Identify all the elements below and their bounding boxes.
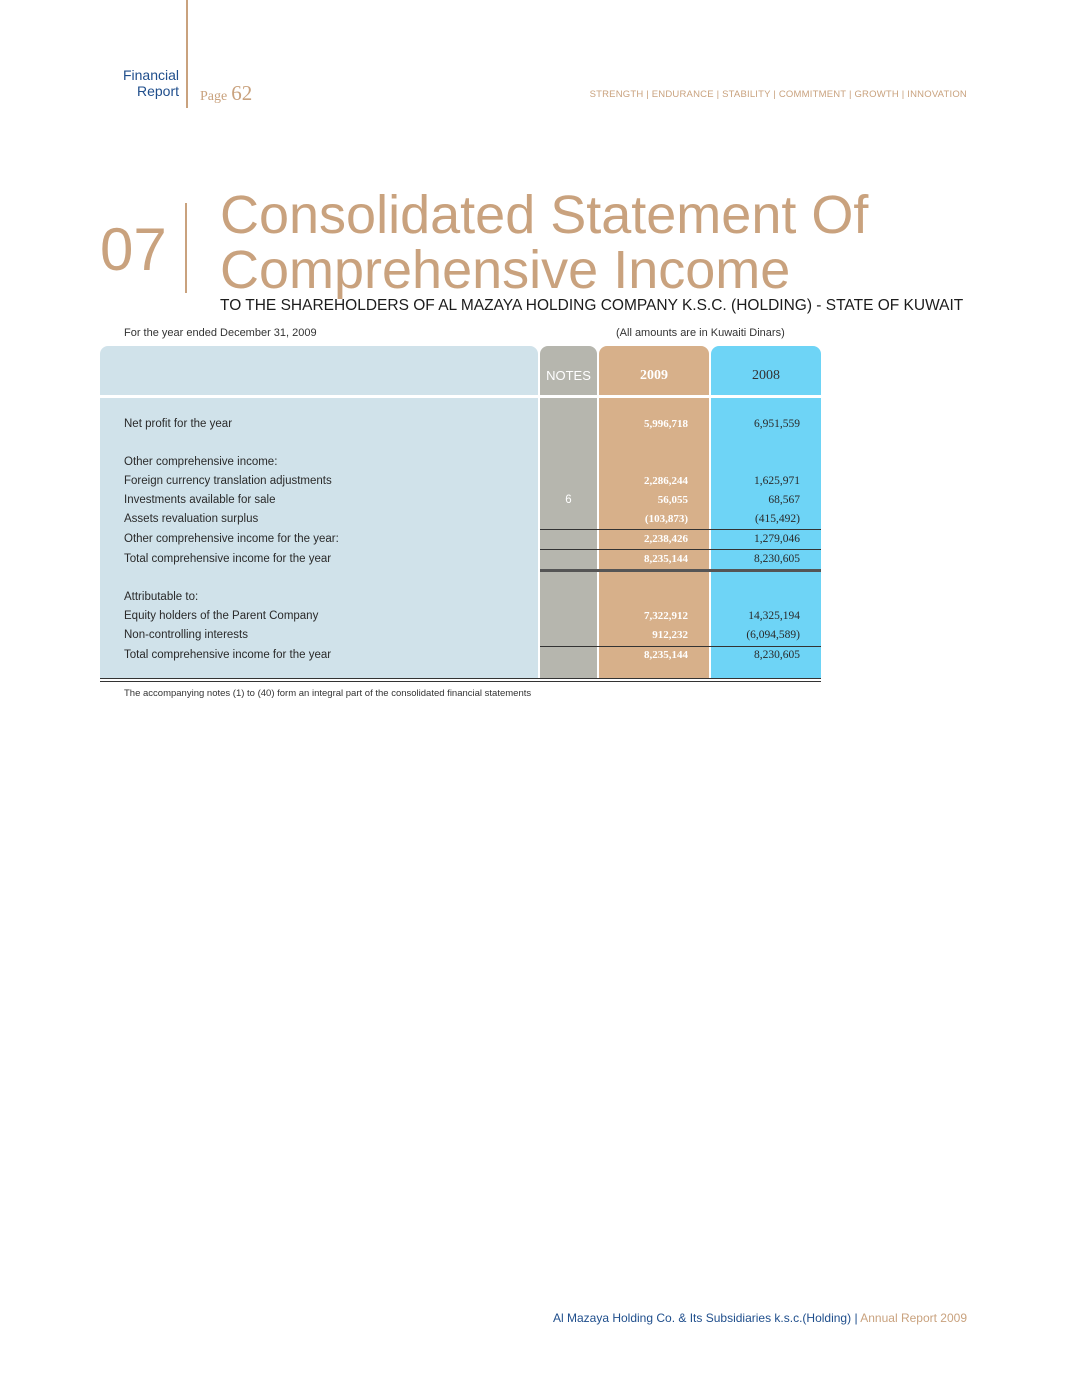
value-2008: (6,094,589) [746, 629, 800, 641]
table-row [100, 626, 821, 645]
currency-note: (All amounts are in Kuwaiti Dinars) [616, 327, 785, 339]
row-label: Attributable to: [124, 591, 199, 603]
footer-company: Al Mazaya Holding Co. & Its Subsidiaries k.s.c.(Holding) [552, 1311, 852, 1325]
page-indicator [200, 81, 252, 106]
footer-report: Annual Report 2009 [860, 1311, 967, 1325]
page-title-line2: Comprehensive Income [220, 240, 791, 300]
value-2009: 2,238,426 [644, 533, 688, 545]
footnote: The accompanying notes (1) to (40) form an integral part of the consolidated financial statements [124, 688, 532, 699]
value-2009: (103,873) [644, 513, 688, 525]
income-statement-table [100, 346, 821, 680]
table-row [100, 415, 821, 434]
table-row [100, 472, 821, 491]
row-label: Assets revaluation surplus [124, 513, 259, 525]
header-divider [186, 0, 188, 108]
row-label: Other comprehensive income for the year: [124, 533, 339, 545]
table-row [100, 530, 821, 549]
section-label-line2: Report [136, 83, 179, 99]
page-title-line1: Consolidated Statement Of [220, 185, 869, 245]
row-label: Non-controlling interests [124, 629, 249, 641]
row-label: Other comprehensive income: [124, 456, 278, 468]
notes-header: NOTES [546, 368, 591, 383]
value-2009: 2,286,244 [644, 475, 688, 487]
section-label-line1: Financial [122, 67, 179, 83]
page-subtitle: TO THE SHAREHOLDERS OF AL MAZAYA HOLDING COMPANY K.S.C. (HOLDING) - STATE OF KUWAIT [220, 297, 964, 314]
value-2008: 6,951,559 [754, 418, 800, 430]
table-row [100, 510, 821, 529]
table-row [100, 453, 821, 472]
section-number: 07 [100, 216, 167, 283]
tagline: STRENGTH | ENDURANCE | STABILITY | COMMITMENT | GROWTH | INNOVATION [589, 89, 967, 100]
year-2009-header: 2009 [640, 368, 668, 383]
value-2009: 8,235,144 [644, 649, 688, 661]
value-2008: 14,325,194 [748, 610, 800, 622]
year-2008-header: 2008 [752, 368, 780, 383]
table-bottom-rule [100, 681, 821, 682]
row-label: Total comprehensive income for the year [124, 553, 332, 565]
row-label: Foreign currency translation adjustments [124, 475, 332, 487]
value-2008: 8,230,605 [754, 649, 800, 661]
footer-separator: | [854, 1311, 858, 1325]
page-word: Page [200, 89, 228, 104]
value-2008: 1,625,971 [754, 475, 800, 487]
value-2009: 5,996,718 [644, 418, 688, 430]
row-note: 6 [565, 494, 572, 506]
table-row [100, 491, 821, 510]
title-divider [185, 203, 187, 293]
row-label: Net profit for the year [124, 418, 233, 430]
row-label: Total comprehensive income for the year [124, 649, 332, 661]
total-rule [540, 569, 821, 572]
reporting-period: For the year ended December 31, 2009 [124, 327, 317, 339]
value-2008: 8,230,605 [754, 553, 800, 565]
value-2008: 68,567 [768, 494, 800, 506]
value-2009: 8,235,144 [644, 553, 688, 565]
page-number: 62 [231, 81, 253, 105]
value-2009: 7,322,912 [644, 610, 688, 622]
value-2008: (415,492) [754, 513, 800, 525]
table-row [100, 646, 821, 665]
value-2008: 1,279,046 [754, 533, 800, 545]
table-row [100, 550, 821, 569]
row-label: Equity holders of the Parent Company [124, 610, 319, 622]
table-bottom-rule [100, 678, 821, 679]
header-separator [100, 395, 821, 398]
table-row [100, 607, 821, 626]
value-2009: 56,055 [657, 494, 688, 506]
table-row [100, 588, 821, 607]
page-footer [553, 1311, 967, 1325]
row-label: Investments available for sale [124, 494, 276, 506]
value-2009: 912,232 [652, 629, 688, 641]
